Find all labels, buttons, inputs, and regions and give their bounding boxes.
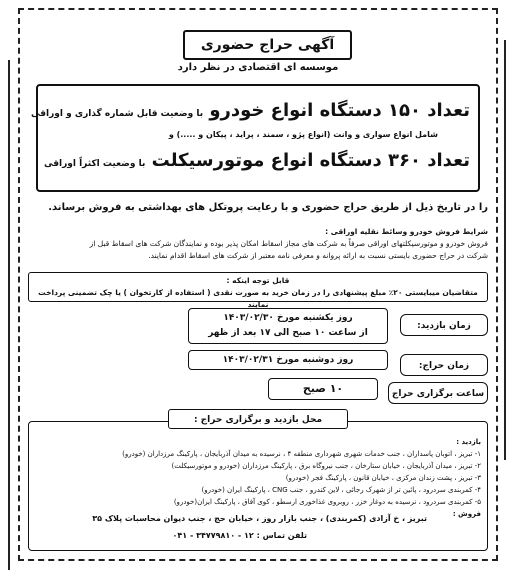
ad-subtitle: موسسه ای اقتصادی در نظر دارد	[177, 62, 339, 73]
offer-box	[31, 84, 480, 192]
note-box	[28, 272, 488, 309]
auction-date: روز دوشنبه مورخ ۱۴۰۳/۰۲/۳۱	[188, 350, 388, 370]
visit-sub-heading: بازدید :	[456, 438, 481, 446]
right-page-edge	[504, 40, 512, 460]
moto-main: تعداد ۳۶۰ دستگاه انواع موتورسیکلت	[151, 150, 470, 171]
visit-time-label: زمان بازدید:	[400, 314, 488, 336]
moto-line	[44, 150, 470, 171]
list-item: ۳- تبریز ، پشت زندان مرکزی ، خیابان قانون ، پارکینگ فجر (خودرو)	[285, 474, 481, 482]
contact-phone: تلفن تماس : ۱۲ - ۳۴۷۷۹۸۱۰ - ۰۴۱	[172, 531, 307, 540]
start-time-label: ساعت برگزاری حراج	[388, 382, 488, 404]
ad-content	[28, 14, 488, 554]
list-item: ۲- تبریز ، میدان آذربایجان ، خیابان ستارخان ، جنب نیروگاه برق ، پارکینگ مرزداران (خودرو و موتورسیکلت)	[171, 462, 481, 470]
note-heading: قابل توجه اینکه :	[226, 276, 290, 285]
sale-address: تبریز ، خ آزادی (کمربندی) ، جنب بازار روز ، خیابان حج ، جنب دیوان محاسبات پلاک ۳۵	[92, 514, 427, 523]
conditions-text-2: شرکت در حراج حضوری بایستی نسبت به ارائه پروانه و معرفی نامه معتبر از شرکت های اسقاط اقدام نمایند.	[148, 251, 488, 260]
left-page-edge	[2, 60, 10, 570]
conditions-block	[33, 226, 488, 262]
visit-time-box	[188, 308, 388, 344]
visit-heading: محل بازدید و برگزاری حراج :	[168, 409, 348, 429]
conditions-heading: شرایط فروش خودرو وسائط نقلیه اوراقی :	[325, 227, 488, 236]
cars-main: تعداد ۱۵۰ دستگاه انواع خودرو	[209, 100, 470, 121]
visit-hours: از ساعت ۱۰ صبح الی ۱۷ بعد از ظهر	[208, 328, 368, 338]
start-time: ۱۰ صبح	[268, 378, 378, 400]
note-text: متقاضیان میبایستی ۲۰٪ مبلغ پیشنهادی را در زمان خرید به صورت نقدی ( استفاده از کارتخوان ) یا چک تضمینی پرداخت نمایند	[38, 288, 478, 309]
list-item: ۴- کمربندی سردرود ، پائین تر از شهرک رجائی ، لاین کندرو ، جنب CNG ، پارکینگ ایران (خودرو)	[201, 486, 481, 494]
list-item: ۱- تبریز ، اتوبان پاسداران ، جنب خدمات شهری شهرداری منطقه ۴ ، نرسیده به میدان آذربایجان ، پارکینگ مرزداران (خودرو)	[122, 450, 481, 458]
conditions-text-1: فروش خودرو و موتورسیکلتهای اوراقی صرفاً به شرکت های مجاز اسقاط امکان پذیر بوده و نمایندگان شرکت های اسقاط قبل از	[89, 239, 488, 248]
sale-sub-heading: فروش :	[452, 510, 481, 518]
cars-detail: شامل انواع سواری و وانت (انواع پژو ، سمند ، پراید ، پیکان و .....) و	[168, 130, 438, 139]
moto-note: با وضعیت اکثراً اوراقی	[44, 159, 146, 169]
ad-title: آگهی حراج حضوری	[183, 30, 352, 60]
cars-line	[31, 100, 470, 121]
cars-note: با وضعیت قابل شماره گذاری و اوراقی	[31, 109, 204, 119]
visit-date: روز یکشنبه مورخ ۱۴۰۳/۰۲/۳۰	[223, 313, 353, 323]
list-item: ۵- کمربندی سردرود ، نرسیده به دوغار خزر ، روبروی غذاخوری ارسطو ، کوی آفاق ، پارکینگ ایران(خودرو)	[173, 498, 481, 506]
auction-time-label: زمان حراج:	[400, 354, 488, 376]
visit-list	[33, 436, 481, 520]
visit-box	[28, 421, 488, 551]
offer-closing: را در تاریخ ذیل از طریق حراج حضوری و با رعایت پروتکل های بهداشتی به فروش برساند.	[48, 202, 488, 213]
